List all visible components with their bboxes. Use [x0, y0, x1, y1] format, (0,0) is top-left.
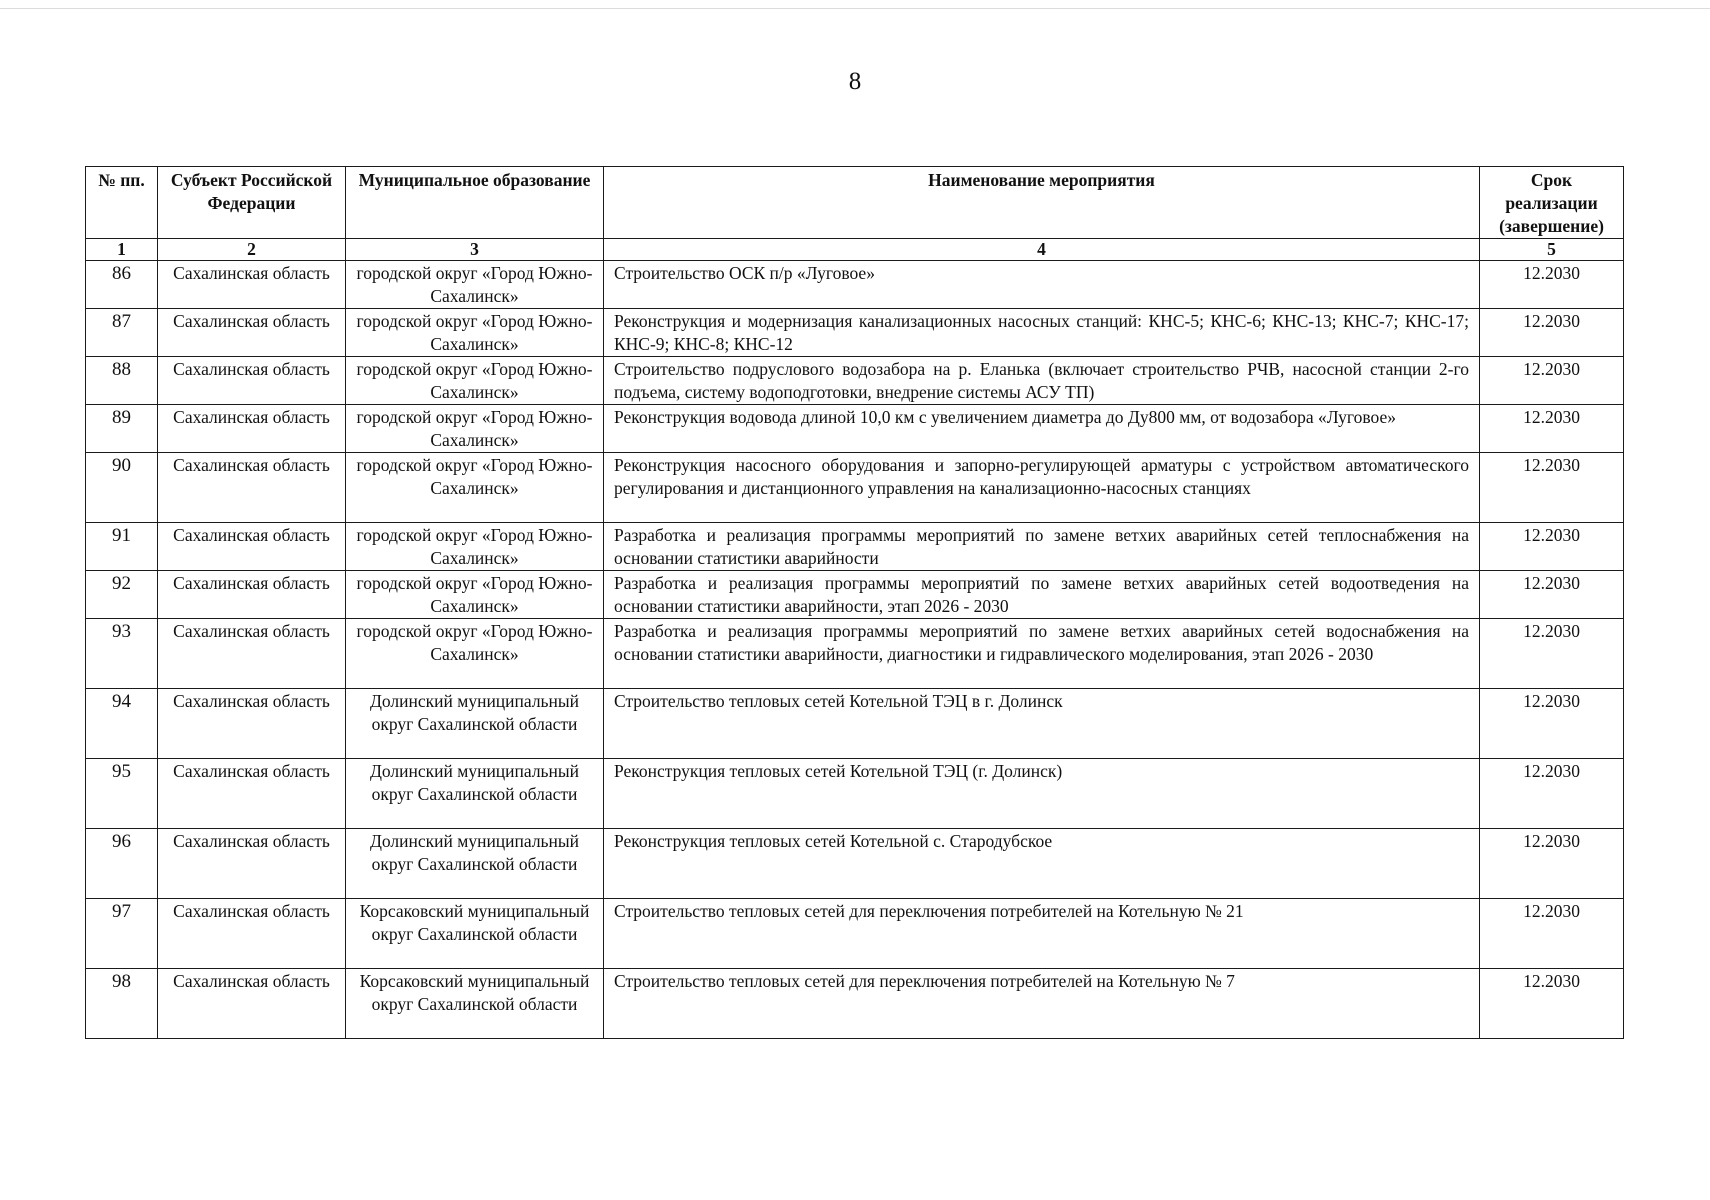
row-event: Строительство тепловых сетей Котельной ТЭЦ в г. Долинск [604, 689, 1480, 759]
row-municipality: городской округ «Город Южно-Сахалинск» [346, 523, 604, 571]
row-event: Строительство подруслового водозабора на р. Еланька (включает строительство РЧВ, насосной станции 2-го подъема, систему водоподготовки, внедрение системы АСУ ТП) [604, 357, 1480, 405]
row-subject: Сахалинская область [158, 899, 346, 969]
row-number: 93 [86, 619, 158, 689]
row-municipality: городской округ «Город Южно-Сахалинск» [346, 619, 604, 689]
row-municipality: городской округ «Город Южно-Сахалинск» [346, 453, 604, 523]
column-number: 1 [86, 239, 158, 261]
measures-table-container [85, 166, 1623, 1039]
row-term: 12.2030 [1480, 571, 1624, 619]
row-term: 12.2030 [1480, 357, 1624, 405]
row-number: 97 [86, 899, 158, 969]
row-term: 12.2030 [1480, 453, 1624, 523]
row-term: 12.2030 [1480, 829, 1624, 899]
table-row [86, 523, 1624, 571]
header-number: № пп. [86, 167, 158, 239]
row-number: 96 [86, 829, 158, 899]
row-municipality: Корсаковский муниципальный округ Сахалинской области [346, 899, 604, 969]
row-municipality: городской округ «Город Южно-Сахалинск» [346, 357, 604, 405]
row-event: Строительство тепловых сетей для переключения потребителей на Котельную № 7 [604, 969, 1480, 1039]
table-row [86, 969, 1624, 1039]
table-row [86, 689, 1624, 759]
row-subject: Сахалинская область [158, 969, 346, 1039]
row-subject: Сахалинская область [158, 309, 346, 357]
row-number: 91 [86, 523, 158, 571]
scan-edge-line [0, 8, 1710, 9]
row-event: Реконструкция тепловых сетей Котельной с. Стародубское [604, 829, 1480, 899]
row-number: 87 [86, 309, 158, 357]
row-number: 88 [86, 357, 158, 405]
row-term: 12.2030 [1480, 261, 1624, 309]
column-number-row [86, 239, 1624, 261]
row-event: Разработка и реализация программы мероприятий по замене ветхих аварийных сетей водоотведения на основании статистики аварийности, этап 2026 - 2030 [604, 571, 1480, 619]
row-municipality: Долинский муниципальный округ Сахалинской области [346, 829, 604, 899]
table-row [86, 899, 1624, 969]
row-municipality: городской округ «Город Южно-Сахалинск» [346, 405, 604, 453]
table-row [86, 261, 1624, 309]
header-municipality: Муниципальное образование [346, 167, 604, 239]
row-subject: Сахалинская область [158, 571, 346, 619]
row-subject: Сахалинская область [158, 619, 346, 689]
table-row [86, 619, 1624, 689]
row-term: 12.2030 [1480, 969, 1624, 1039]
table-row [86, 829, 1624, 899]
row-event: Реконструкция водовода длиной 10,0 км с увеличением диаметра до Ду800 мм, от водозабора «Луговое» [604, 405, 1480, 453]
row-term: 12.2030 [1480, 899, 1624, 969]
row-subject: Сахалинская область [158, 405, 346, 453]
row-term: 12.2030 [1480, 309, 1624, 357]
row-number: 86 [86, 261, 158, 309]
row-number: 92 [86, 571, 158, 619]
row-municipality: Долинский муниципальный округ Сахалинской области [346, 759, 604, 829]
header-event: Наименование мероприятия [604, 167, 1480, 239]
row-number: 94 [86, 689, 158, 759]
row-event: Строительство ОСК п/р «Луговое» [604, 261, 1480, 309]
table-row [86, 309, 1624, 357]
row-event: Строительство тепловых сетей для переключения потребителей на Котельную № 21 [604, 899, 1480, 969]
row-subject: Сахалинская область [158, 689, 346, 759]
row-term: 12.2030 [1480, 759, 1624, 829]
column-number: 2 [158, 239, 346, 261]
table-row [86, 571, 1624, 619]
row-event: Реконструкция и модернизация канализационных насосных станций: КНС-5; КНС-6; КНС-13; КНС-7; КНС-17; КНС-9; КНС-8; КНС-12 [604, 309, 1480, 357]
row-subject: Сахалинская область [158, 523, 346, 571]
row-event: Реконструкция насосного оборудования и запорно-регулирующей арматуры с устройством автоматического регулирования и дистанционного управления на канализационно-насосных станциях [604, 453, 1480, 523]
page-number: 8 [848, 68, 862, 95]
row-term: 12.2030 [1480, 689, 1624, 759]
column-number: 4 [604, 239, 1480, 261]
row-number: 89 [86, 405, 158, 453]
row-number: 98 [86, 969, 158, 1039]
row-subject: Сахалинская область [158, 829, 346, 899]
row-subject: Сахалинская область [158, 453, 346, 523]
row-subject: Сахалинская область [158, 261, 346, 309]
column-number: 3 [346, 239, 604, 261]
row-term: 12.2030 [1480, 523, 1624, 571]
row-municipality: Долинский муниципальный округ Сахалинской области [346, 689, 604, 759]
header-subject: Субъект Российской Федерации [158, 167, 346, 239]
row-subject: Сахалинская область [158, 759, 346, 829]
column-number: 5 [1480, 239, 1624, 261]
row-term: 12.2030 [1480, 405, 1624, 453]
table-header-row [86, 167, 1624, 239]
table-row [86, 453, 1624, 523]
row-municipality: Корсаковский муниципальный округ Сахалинской области [346, 969, 604, 1039]
row-municipality: городской округ «Город Южно-Сахалинск» [346, 571, 604, 619]
table-row [86, 357, 1624, 405]
row-municipality: городской округ «Город Южно-Сахалинск» [346, 261, 604, 309]
header-term: Срок реализации (завершение) [1480, 167, 1624, 239]
table-body [86, 261, 1624, 1039]
row-subject: Сахалинская область [158, 357, 346, 405]
row-event: Реконструкция тепловых сетей Котельной ТЭЦ (г. Долинск) [604, 759, 1480, 829]
table-row [86, 405, 1624, 453]
row-municipality: городской округ «Город Южно-Сахалинск» [346, 309, 604, 357]
row-event: Разработка и реализация программы мероприятий по замене ветхих аварийных сетей теплоснабжения на основании статистики аварийности [604, 523, 1480, 571]
measures-table [85, 166, 1624, 1039]
row-term: 12.2030 [1480, 619, 1624, 689]
row-event: Разработка и реализация программы мероприятий по замене ветхих аварийных сетей водоснабжения на основании статистики аварийности, диагностики и гидравлического моделирования, этап 2026 - 2030 [604, 619, 1480, 689]
row-number: 95 [86, 759, 158, 829]
row-number: 90 [86, 453, 158, 523]
table-row [86, 759, 1624, 829]
